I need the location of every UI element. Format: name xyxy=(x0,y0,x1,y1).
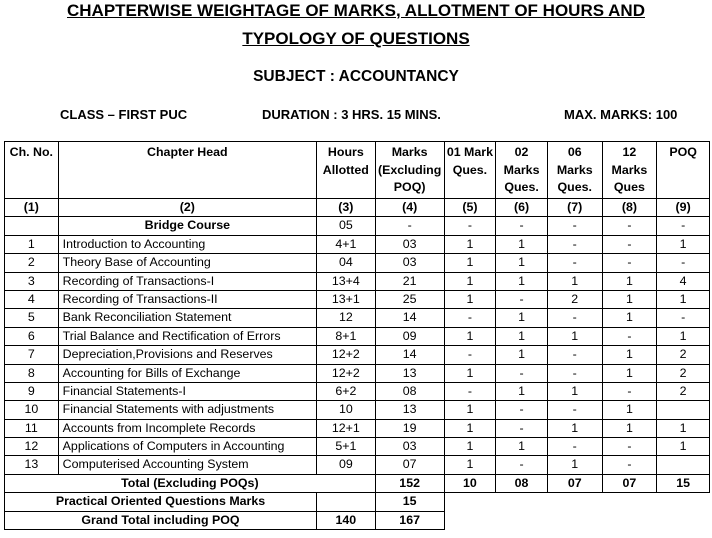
table-row xyxy=(5,438,710,456)
cell-q6: - xyxy=(547,309,602,327)
cell-q6: - xyxy=(547,217,602,235)
table-row xyxy=(5,309,710,327)
practical-row xyxy=(5,493,710,511)
cell-no: 13 xyxy=(5,456,59,474)
cell-chapter: Accounts from Incomplete Records xyxy=(58,419,316,437)
cell-no: 7 xyxy=(5,346,59,364)
cell-no: 1 xyxy=(5,235,59,253)
cell-marks: 09 xyxy=(375,327,444,345)
cell-q6: 1 xyxy=(547,382,602,400)
total-label: Total (Excluding POQs) xyxy=(5,474,376,492)
grand-blank xyxy=(444,511,709,529)
cell-hours: 5+1 xyxy=(316,438,375,456)
cell-q6: - xyxy=(547,364,602,382)
table-row xyxy=(5,254,710,272)
page-title-line-1: CHAPTERWISE WEIGHTAGE OF MARKS, ALLOTMENT OF HOURS AND xyxy=(67,1,645,20)
colnum: (9) xyxy=(657,199,710,217)
cell-q12: - xyxy=(602,438,657,456)
cell-q1: 1 xyxy=(444,401,496,419)
total-row xyxy=(5,474,710,492)
cell-poq: - xyxy=(657,254,710,272)
cell-q1: 1 xyxy=(444,419,496,437)
cell-q1: 1 xyxy=(444,327,496,345)
cell-chapter: Theory Base of Accounting xyxy=(58,254,316,272)
cell-q2: 1 xyxy=(496,327,548,345)
cell-q2: - xyxy=(496,290,548,308)
cell-hours: 12+1 xyxy=(316,419,375,437)
cell-chapter: Introduction to Accounting xyxy=(58,235,316,253)
cell-q2: - xyxy=(496,456,548,474)
header-row xyxy=(5,142,710,199)
grand-total-row xyxy=(5,511,710,529)
cell-chapter: Applications of Computers in Accounting xyxy=(58,438,316,456)
bridge-course-row xyxy=(5,217,710,235)
cell-hours: 12+2 xyxy=(316,346,375,364)
cell-q1: 1 xyxy=(444,456,496,474)
grand-total-label: Grand Total including POQ xyxy=(5,511,317,529)
cell-chapter: Bank Reconciliation Statement xyxy=(58,309,316,327)
column-number-row xyxy=(5,199,710,217)
cell-marks: 14 xyxy=(375,309,444,327)
colnum: (8) xyxy=(602,199,657,217)
cell-no xyxy=(5,217,59,235)
header-1-mark: 01 Mark Ques. xyxy=(444,142,496,199)
table-row xyxy=(5,401,710,419)
table-row xyxy=(5,456,710,474)
cell-marks: - xyxy=(375,217,444,235)
cell-q1: - xyxy=(444,346,496,364)
cell-marks: 25 xyxy=(375,290,444,308)
header-poq: POQ xyxy=(657,142,710,199)
cell-q1: - xyxy=(444,382,496,400)
cell-poq: 4 xyxy=(657,272,710,290)
cell-marks: 08 xyxy=(375,382,444,400)
cell-marks: 21 xyxy=(375,272,444,290)
grand-total-hours: 140 xyxy=(316,511,375,529)
practical-marks: 15 xyxy=(375,493,444,511)
cell-poq: - xyxy=(657,217,710,235)
cell-poq: 1 xyxy=(657,235,710,253)
cell-q1: 1 xyxy=(444,290,496,308)
subject-heading: SUBJECT : ACCOUNTANCY xyxy=(253,68,459,85)
cell-q12: - xyxy=(602,382,657,400)
cell-hours: 10 xyxy=(316,401,375,419)
cell-hours: 09 xyxy=(316,456,375,474)
cell-marks: 07 xyxy=(375,456,444,474)
header-6-marks: 06 Marks Ques. xyxy=(547,142,602,199)
cell-q6: 1 xyxy=(547,419,602,437)
cell-poq: 1 xyxy=(657,419,710,437)
header-marks: Marks (Excluding POQ) xyxy=(375,142,444,199)
header-hours: Hours Allotted xyxy=(316,142,375,199)
cell-q6: - xyxy=(547,254,602,272)
cell-q12: - xyxy=(602,217,657,235)
cell-q2: - xyxy=(496,401,548,419)
duration-label: DURATION : 3 HRS. 15 MINS. xyxy=(262,107,441,122)
colnum: (7) xyxy=(547,199,602,217)
colnum: (5) xyxy=(444,199,496,217)
colnum: (4) xyxy=(375,199,444,217)
cell-q1: 1 xyxy=(444,254,496,272)
cell-poq: 1 xyxy=(657,327,710,345)
cell-chapter: Recording of Transactions-II xyxy=(58,290,316,308)
cell-q12: - xyxy=(602,235,657,253)
grand-total-marks: 167 xyxy=(375,511,444,529)
cell-poq: 2 xyxy=(657,346,710,364)
practical-label: Practical Oriented Questions Marks xyxy=(5,493,317,511)
cell-no: 12 xyxy=(5,438,59,456)
cell-hours: 13+1 xyxy=(316,290,375,308)
cell-poq xyxy=(657,456,710,474)
cell-q1: - xyxy=(444,309,496,327)
total-q2: 08 xyxy=(496,474,548,492)
cell-q12: 1 xyxy=(602,290,657,308)
header-ch-no: Ch. No. xyxy=(5,142,59,199)
cell-poq: 2 xyxy=(657,382,710,400)
cell-q2: 1 xyxy=(496,272,548,290)
cell-q1: 1 xyxy=(444,438,496,456)
total-q1: 10 xyxy=(444,474,496,492)
colnum: (6) xyxy=(496,199,548,217)
cell-q12: 1 xyxy=(602,419,657,437)
cell-q12: 1 xyxy=(602,309,657,327)
cell-no: 4 xyxy=(5,290,59,308)
practical-blank xyxy=(444,493,709,511)
cell-chapter: Accounting for Bills of Exchange xyxy=(58,364,316,382)
cell-hours: 4+1 xyxy=(316,235,375,253)
cell-q2: 1 xyxy=(496,235,548,253)
cell-poq: - xyxy=(657,309,710,327)
total-poq: 15 xyxy=(657,474,710,492)
cell-marks: 13 xyxy=(375,401,444,419)
cell-q2: 1 xyxy=(496,309,548,327)
cell-q12: 1 xyxy=(602,401,657,419)
cell-hours: 12+2 xyxy=(316,364,375,382)
cell-hours: 8+1 xyxy=(316,327,375,345)
total-q12: 07 xyxy=(602,474,657,492)
class-label: CLASS – FIRST PUC xyxy=(60,107,188,122)
cell-q1: 1 xyxy=(444,364,496,382)
table-row xyxy=(5,419,710,437)
cell-q12: - xyxy=(602,327,657,345)
cell-q12: 1 xyxy=(602,346,657,364)
cell-no: 10 xyxy=(5,401,59,419)
cell-q12: 1 xyxy=(602,364,657,382)
table-row xyxy=(5,272,710,290)
cell-no: 2 xyxy=(5,254,59,272)
cell-chapter: Recording of Transactions-I xyxy=(58,272,316,290)
cell-no: 3 xyxy=(5,272,59,290)
total-marks: 152 xyxy=(375,474,444,492)
cell-q6: - xyxy=(547,401,602,419)
header-chapter-head: Chapter Head xyxy=(58,142,316,199)
cell-marks: 13 xyxy=(375,364,444,382)
cell-marks: 14 xyxy=(375,346,444,364)
colnum: (1) xyxy=(5,199,59,217)
cell-q6: - xyxy=(547,235,602,253)
table-row xyxy=(5,346,710,364)
cell-marks: 03 xyxy=(375,254,444,272)
cell-poq: 1 xyxy=(657,438,710,456)
table-row xyxy=(5,364,710,382)
colnum: (3) xyxy=(316,199,375,217)
cell-no: 5 xyxy=(5,309,59,327)
cell-marks: 19 xyxy=(375,419,444,437)
cell-chapter: Financial Statements with adjustments xyxy=(58,401,316,419)
cell-no: 8 xyxy=(5,364,59,382)
cell-poq xyxy=(657,401,710,419)
header-2-marks: 02 Marks Ques. xyxy=(496,142,548,199)
cell-q6: 1 xyxy=(547,327,602,345)
cell-q6: 1 xyxy=(547,272,602,290)
colnum: (2) xyxy=(58,199,316,217)
cell-hours: 04 xyxy=(316,254,375,272)
cell-hours: 13+4 xyxy=(316,272,375,290)
cell-q2: - xyxy=(496,419,548,437)
cell-hours: 6+2 xyxy=(316,382,375,400)
cell-poq: 1 xyxy=(657,290,710,308)
cell-q12: - xyxy=(602,254,657,272)
cell-q1: 1 xyxy=(444,272,496,290)
cell-q6: - xyxy=(547,438,602,456)
cell-q1: - xyxy=(444,217,496,235)
cell-poq: 2 xyxy=(657,364,710,382)
cell-hours: 12 xyxy=(316,309,375,327)
cell-q6: - xyxy=(547,346,602,364)
cell-q2: 1 xyxy=(496,382,548,400)
cell-q2: 1 xyxy=(496,254,548,272)
table-row xyxy=(5,382,710,400)
cell-no: 11 xyxy=(5,419,59,437)
table-row xyxy=(5,290,710,308)
cell-q1: 1 xyxy=(444,235,496,253)
total-q6: 07 xyxy=(547,474,602,492)
table-row xyxy=(5,327,710,345)
cell-q12: - xyxy=(602,456,657,474)
header-12-marks: 12 Marks Ques xyxy=(602,142,657,199)
practical-hours xyxy=(316,493,375,511)
cell-chapter: Computerised Accounting System xyxy=(58,456,316,474)
cell-q12: 1 xyxy=(602,272,657,290)
table-row xyxy=(5,235,710,253)
cell-chapter: Trial Balance and Rectification of Errors xyxy=(58,327,316,345)
page-title-line-2: TYPOLOGY OF QUESTIONS xyxy=(242,29,470,48)
cell-q2: - xyxy=(496,364,548,382)
cell-chapter: Bridge Course xyxy=(58,217,316,235)
cell-q6: 2 xyxy=(547,290,602,308)
cell-marks: 03 xyxy=(375,438,444,456)
cell-q2: 1 xyxy=(496,346,548,364)
cell-no: 6 xyxy=(5,327,59,345)
cell-no: 9 xyxy=(5,382,59,400)
weightage-table xyxy=(4,141,710,530)
cell-q2: 1 xyxy=(496,438,548,456)
cell-q6: 1 xyxy=(547,456,602,474)
cell-chapter: Financial Statements-I xyxy=(58,382,316,400)
max-marks-label: MAX. MARKS: 100 xyxy=(564,107,678,122)
cell-chapter: Depreciation,Provisions and Reserves xyxy=(58,346,316,364)
cell-hours: 05 xyxy=(316,217,375,235)
cell-q2: - xyxy=(496,217,548,235)
cell-marks: 03 xyxy=(375,235,444,253)
